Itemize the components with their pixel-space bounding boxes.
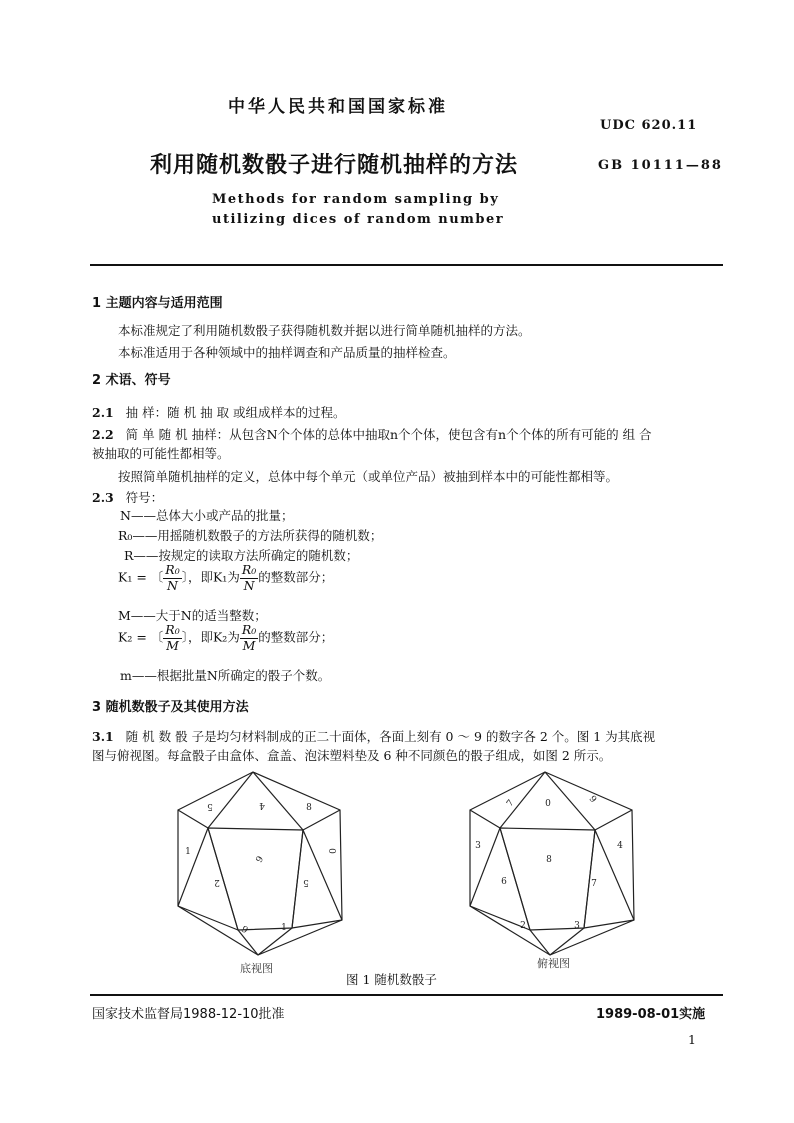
symbol-m: m——根据批量N所确定的骰子个数。 xyxy=(120,668,331,683)
section-1-p2: 本标准适用于各种领域中的抽样调查和产品质量的抽样检查。 xyxy=(118,345,456,360)
figure-caption: 图 1 随机数骰子 xyxy=(346,972,437,987)
formula-k2-fraction xyxy=(163,624,181,652)
standard-org: 中华人民共和国国家标准 xyxy=(228,97,448,117)
symbol-M: M——大于N的适当整数； xyxy=(118,608,267,623)
symbol-R0: R₀——用摇随机数骰子的方法所获得的随机数； xyxy=(118,528,383,543)
clause-2-3-text: 符号： xyxy=(125,490,164,505)
top-digit-9: 2 xyxy=(520,921,526,931)
bottom-digit-5: 6 xyxy=(252,853,264,864)
formula-k2-lhs: K₂ = 〔 xyxy=(118,629,164,645)
formula-k2-numerator: R₀ xyxy=(165,622,180,637)
bottom-digit-8: 5 xyxy=(303,877,309,887)
formula-k1-numerator: R₀ xyxy=(165,562,180,577)
formula-k1-lhs: K₁ = 〔 xyxy=(118,569,164,585)
top-digit-8: 7 xyxy=(591,879,597,889)
symbol-N: N——总体大小或产品的批量； xyxy=(120,508,294,523)
formula-k1-numerator-2: R₀ xyxy=(241,562,257,577)
formula-k1-mid: 〕，即K₁为 xyxy=(181,569,240,585)
section-1-heading: 1 主题内容与适用范围 xyxy=(92,296,223,311)
clause-3-1 xyxy=(92,727,655,745)
formula-k1-denominator: N xyxy=(167,577,178,593)
header-divider xyxy=(90,264,723,266)
bottom-digit-9: 6 xyxy=(240,922,251,934)
top-digit-5: 8 xyxy=(546,855,552,865)
bottom-digit-7: 2 xyxy=(214,877,220,887)
top-digit-2: 0 xyxy=(545,799,551,809)
top-view-icosahedron xyxy=(462,770,642,960)
bottom-view-icosahedron xyxy=(170,770,350,960)
english-title-line1: Methods for random sampling by xyxy=(212,192,500,207)
top-digit-4: 3 xyxy=(475,841,481,851)
bottom-view-label: 底视图 xyxy=(240,962,273,975)
top-digit-6: 4 xyxy=(617,841,623,851)
formula-k1-denominator-2: N xyxy=(243,577,255,593)
clause-2-2-number: 2.2 xyxy=(92,427,114,442)
clause-2-3 xyxy=(92,488,163,506)
bottom-digit-3: 8 xyxy=(306,803,312,813)
top-digit-1: 7 xyxy=(505,798,517,810)
clause-2-2-continued: 被抽取的可能性都相等。 xyxy=(92,446,230,461)
udc-code: UDC 620.11 xyxy=(600,118,698,133)
formula-k2 xyxy=(118,624,333,652)
clause-2-2-paragraph: 按照简单随机抽样的定义，总体中每个单元（或单位产品）被抽到样本中的可能性都相等。 xyxy=(118,469,619,484)
clause-2-1-text: 抽 样：随 机 抽 取 或组成样本的过程。 xyxy=(125,405,346,420)
clause-2-3-number: 2.3 xyxy=(92,490,114,505)
clause-3-1-number: 3.1 xyxy=(92,729,114,744)
bottom-digit-1: 5 xyxy=(207,801,213,811)
formula-k2-fraction-2 xyxy=(240,624,258,652)
section-2-heading: 2 术语、符号 xyxy=(92,373,171,388)
implementation-date: 1989-08-01实施 xyxy=(596,1007,706,1022)
symbol-R: R——按规定的读取方法所确定的随机数； xyxy=(124,548,359,563)
formula-k2-denominator: M xyxy=(166,637,179,653)
formula-k1 xyxy=(118,564,333,592)
formula-k2-mid: 〕，即K₂为 xyxy=(181,629,240,645)
formula-k2-tail: 的整数部分； xyxy=(258,629,334,645)
page-title: 利用随机数骰子进行随机抽样的方法 xyxy=(150,153,519,178)
english-title-line2: utilizing dices of random number xyxy=(212,212,505,227)
clause-3-1-text: 随 机 数 骰 子是均匀材料制成的正二十面体，各面上刻有 0 ～ 9 的数字各 2 个。图 1 为其底视 xyxy=(125,729,656,744)
section-3-heading: 3 随机数骰子及其使用方法 xyxy=(92,700,249,715)
top-digit-7: 6 xyxy=(501,877,507,887)
formula-k2-denominator-2: M xyxy=(242,637,256,653)
footer-divider xyxy=(90,994,723,996)
formula-k2-numerator-2: R₀ xyxy=(241,622,257,637)
bottom-digit-2: 4 xyxy=(259,800,265,810)
section-1-p1: 本标准规定了利用随机数骰子获得随机数并据以进行简单随机抽样的方法。 xyxy=(118,323,531,338)
formula-k1-fraction-2 xyxy=(240,564,258,592)
clause-2-1 xyxy=(92,403,346,421)
top-view-label: 俯视图 xyxy=(537,957,570,970)
formula-k1-fraction xyxy=(163,564,181,592)
gb-code: GB 10111—88 xyxy=(598,158,723,173)
top-digit-10: 3 xyxy=(574,921,580,931)
formula-k1-tail: 的整数部分； xyxy=(258,569,334,585)
clause-2-2-text: 简 单 随 机 抽样：从包含N个个体的总体中抽取n个个体，使包含有n个个体的所有可能的 组 合 xyxy=(125,427,652,442)
clause-2-1-number: 2.1 xyxy=(92,405,114,420)
clause-3-1-continued: 图与俯视图。每盒骰子由盒体、盒盖、泡沫塑料垫及 6 种不同颜色的骰子组成，如图 2 所示。 xyxy=(92,748,612,763)
bottom-digit-4: 1 xyxy=(185,847,191,857)
top-digit-3: 9 xyxy=(586,794,598,806)
page-number: 1 xyxy=(688,1032,696,1047)
clause-2-2 xyxy=(92,425,652,443)
bottom-digit-10: 1 xyxy=(281,923,287,933)
bottom-digit-6: 0 xyxy=(326,848,336,854)
approval-date: 国家技术监督局1988-12-10批准 xyxy=(92,1007,285,1022)
